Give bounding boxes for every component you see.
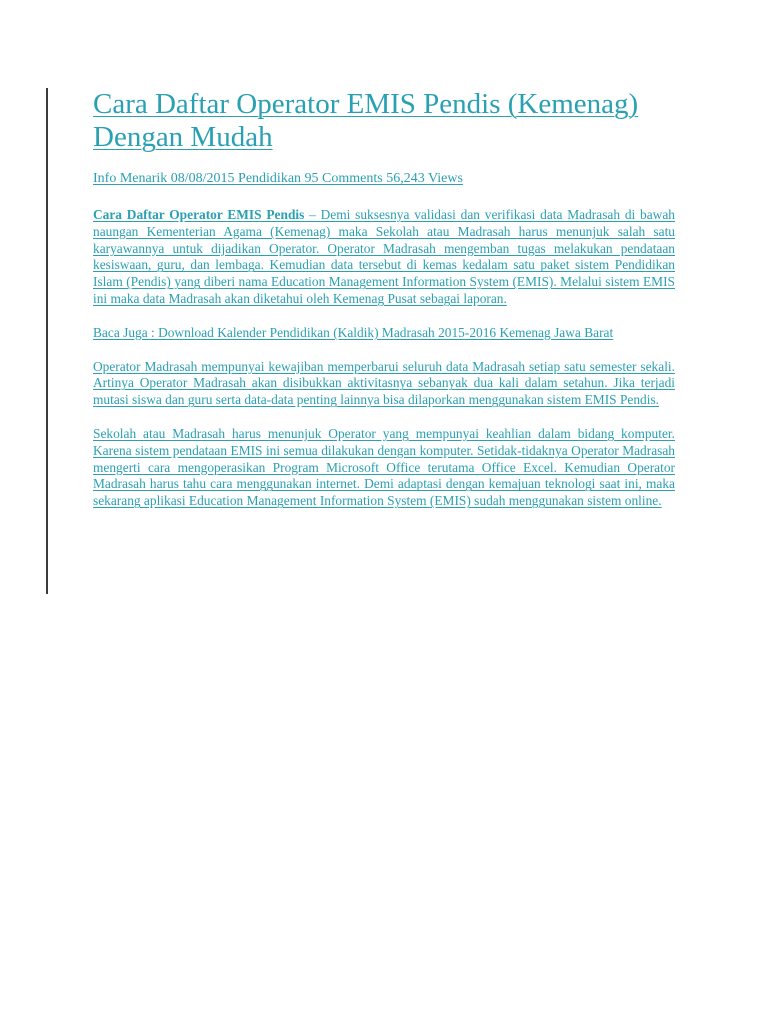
paragraph-3-link[interactable]: Sekolah atau Madrasah harus menunjuk Operator yang mempunyai keahlian dalam bidang komputer. Karena sistem pendataan EMIS ini semua dilakukan dengan komputer. Setidak-tidaknya Operator Madrasah mengerti cara mengoperasikan Program Microsoft Office terutama Office Excel. Kemudian Operator Madrasah harus tahu cara menggunakan internet. Demi adaptasi dengan kemajuan teknologi saat ini, maka sekarang aplikasi Education Management Information System (EMIS) sudah menggunakan sistem online. <box>93 425 675 509</box>
intro-text: – Demi suksesnya validasi dan verifikasi data Madrasah di bawah naungan Kementerian Agama (Kemenag) maka Sekolah atau Madrasah harus menunjuk salah satu karyawannya untuk dijadikan Operator. Operator Madrasah mengemban tugas melakukan pendataan kesiswaan, guru, dan lembaga. Kemudian data tersebut di kemas kedalam satu paket sistem Pendidikan Islam (Pendis) yang diberi nama Education Management Information System (EMIS). Melalui sistem EMIS ini maka data Madrasah akan diketahui oleh Kemenag Pusat sebagai laporan. <box>93 207 675 306</box>
meta-comments-link[interactable]: 95 Comments <box>304 171 383 186</box>
intro-paragraph-link[interactable] <box>93 207 675 308</box>
intro-bold-text: Cara Daftar Operator EMIS Pendis <box>93 207 305 222</box>
article-body <box>93 88 675 527</box>
page-margin-rule <box>46 88 48 594</box>
article-meta <box>93 170 675 187</box>
meta-date-link[interactable]: 08/08/2015 <box>170 171 235 186</box>
read-also-link[interactable]: Baca Juga : Download Kalender Pendidikan (Kaldik) Madrasah 2015-2016 Kemenag Jawa Barat <box>93 324 614 340</box>
article-title-link[interactable]: Cara Daftar Operator EMIS Pendis (Kemenag) Dengan Mudah <box>93 88 639 153</box>
paragraph-2-link[interactable]: Operator Madrasah mempunyai kewajiban memperbarui seluruh data Madrasah setiap satu semester sekali. Artinya Operator Madrasah akan disibukkan aktivitasnya sebanyak dua kali dalam setahun. Jika terjadi mutasi siswa dan guru serta data-data penting lainnya bisa dilaporkan menggunakan sistem EMIS Pendis. <box>93 358 675 408</box>
meta-views: 56,243 Views <box>386 171 463 186</box>
meta-section-link[interactable]: Pendidikan <box>238 171 302 186</box>
meta-category-link[interactable]: Info Menarik <box>93 171 168 186</box>
